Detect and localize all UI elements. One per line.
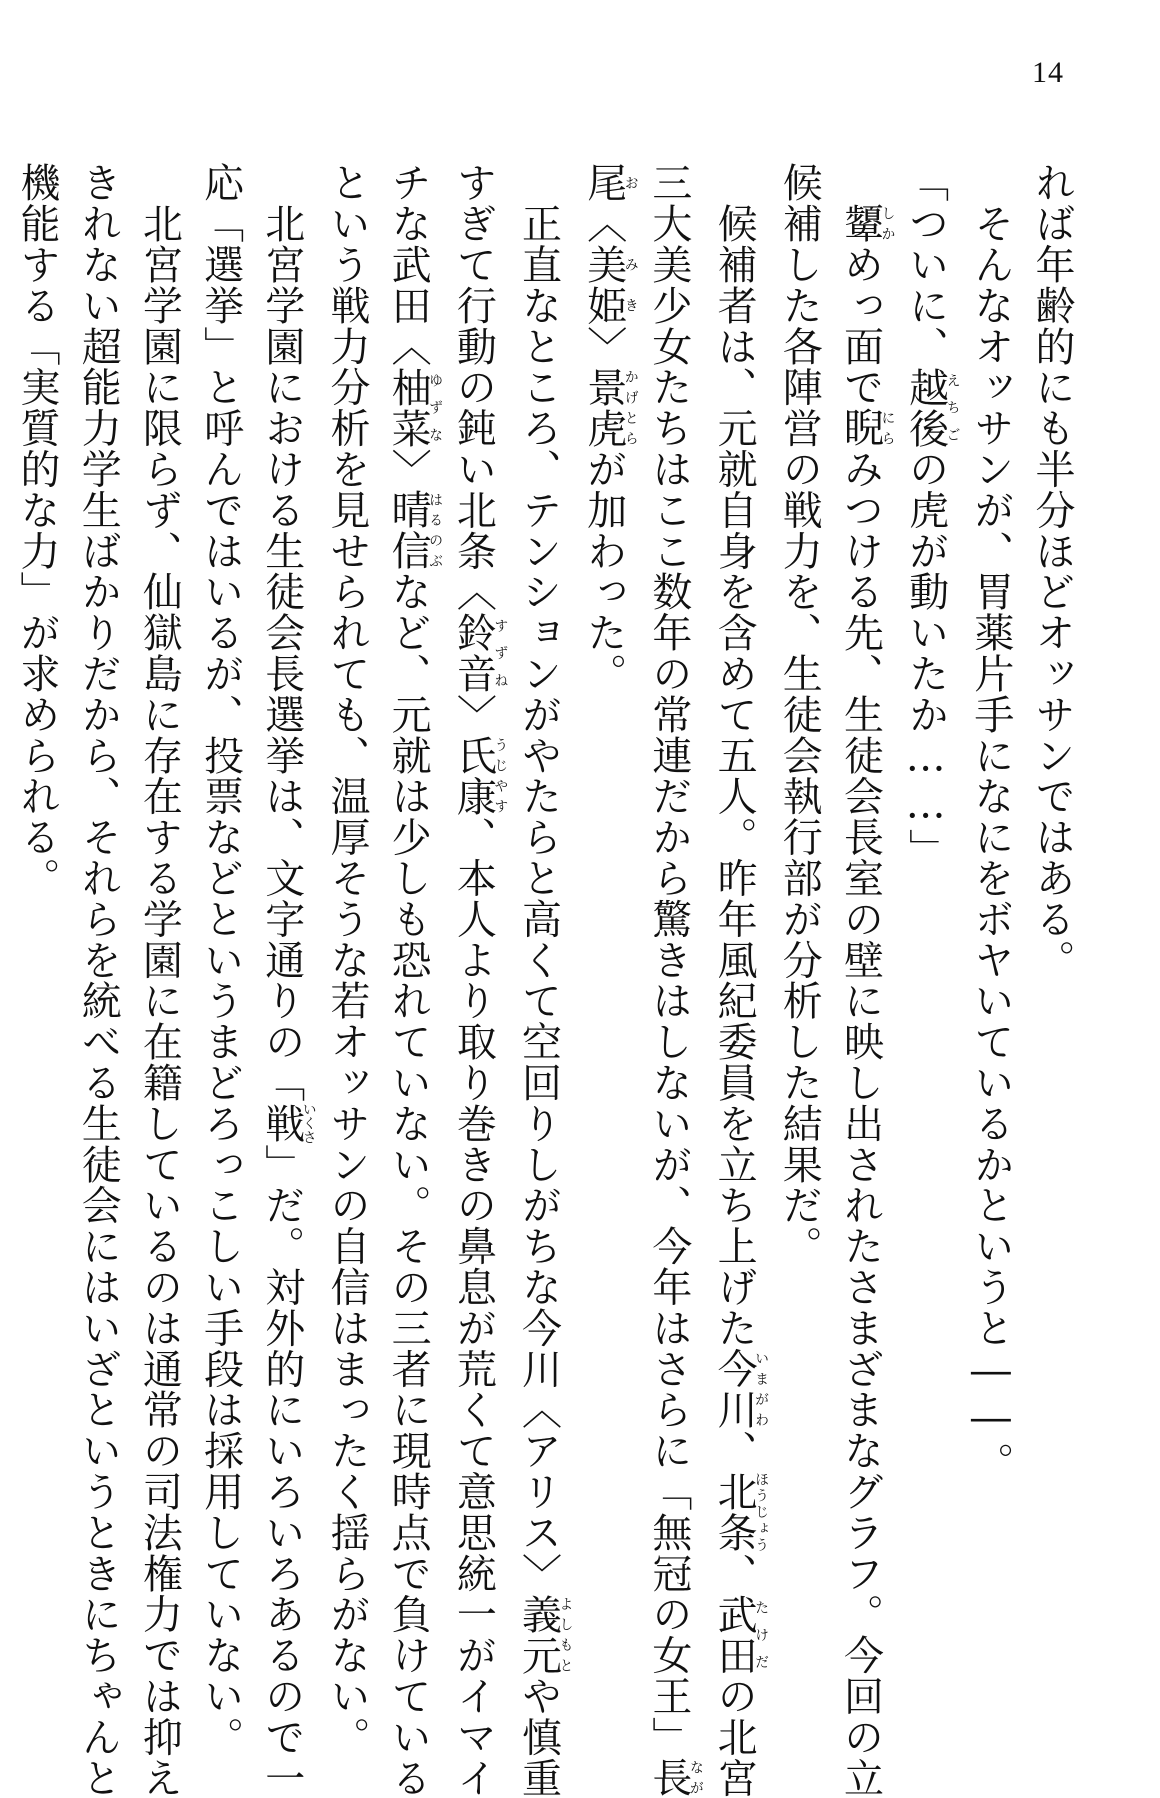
ruby-echigo: えちご — [944, 366, 961, 449]
vertical-text-body — [14, 162, 1082, 1798]
text-line-7: 三大美少女たちはここ数年の常連だから驚きはしないが、今年はさらに「無冠の女王」長なが — [645, 162, 704, 1798]
ruby-houjou: ほうじょう — [753, 1470, 770, 1553]
text-line-9: 正直なところ、テンションがやたらと高くて空回りしがちな今川〈アリス〉義元よしもとや慎重 — [515, 162, 574, 1798]
text-line-14: 応「選挙」と呼んではいるが、投票などというまどろっこしい手段は採用していない。 — [197, 162, 244, 1758]
text-line-3: 「ついに、越後えちごの虎が動いたか……」 — [902, 162, 961, 870]
text-line-6: 候補者は、元就自身を含めて五人。昨年風紀委員を立ち上げた今川いまがわ、北条ほうじょう、武田たけだの北宮 — [711, 162, 770, 1798]
ruby-kagetora: かげとら — [622, 366, 639, 449]
ruby-suzune: すずね — [492, 611, 509, 694]
ruby-nira: にら — [879, 407, 896, 449]
text-line-10: すぎて行動の鈍い北条〈鈴音すずね〉氏康うじやす、本人より取り巻きの鼻息が荒くて意思統一がイマイ — [450, 162, 509, 1798]
text-line-2: そんなオッサンが、胃薬片手になにをボヤいているかというと――。 — [967, 162, 1014, 1483]
ruby-ujiyasu: うじやす — [492, 734, 509, 817]
ruby-o: お — [622, 162, 639, 203]
text-line-11: チな武田〈柚菜ゆずな〉晴信はるのぶなど、元就は少しも恐れていない。その三者に現時点で負けている — [385, 162, 444, 1798]
text-line-8: 尾お〈美姫みき〉景虎かげとらが加わった。 — [580, 162, 639, 694]
ruby-naga: なが — [687, 1757, 704, 1798]
text-line-13: 北宮学園における生徒会長選挙は、文字通りの「戦いくさ」だ。対外的にいろいろあるので一 — [258, 162, 317, 1798]
text-line-5: 候補した各陣営の戦力を、生徒会執行部が分析した結果だ。 — [776, 162, 823, 1267]
text-line-12: という戦力分析を見せられても、温厚そうな若オッサンの自信はまったく揺らがない。 — [323, 162, 370, 1758]
ruby-shika: しか — [879, 202, 896, 244]
ruby-ikusa: いくさ — [300, 1102, 317, 1145]
text-line-1: れば年齢的にも半分ほどオッサンではある。 — [1029, 162, 1075, 980]
text-line-17: 機能する「実質的な力」が求められる。 — [14, 162, 60, 899]
ruby-yuzuna: ゆずな — [427, 366, 444, 449]
page-number: 14 — [1032, 56, 1064, 89]
text-line-16: きれない超能力学生ばかりだから、それらを統べる生徒会にはいざというときにちゃんと — [75, 162, 122, 1798]
ruby-harunobu: はるのぶ — [427, 489, 444, 572]
ruby-yoshimoto: よしもと — [557, 1593, 574, 1676]
ruby-takeda: たけだ — [753, 1593, 770, 1676]
text-line-4: 顰しかめっ面で睨にらみつける先、生徒会長室の壁に映し出されたさまざまなグラフ。今回の立 — [837, 202, 896, 1798]
ruby-miki: みき — [622, 243, 639, 326]
text-line-15: 北宮学園に限らず、仙獄島に存在する学園に在籍しているのは通常の司法権力では抑え — [136, 162, 183, 1798]
ruby-imagawa: いまがわ — [753, 1348, 770, 1430]
